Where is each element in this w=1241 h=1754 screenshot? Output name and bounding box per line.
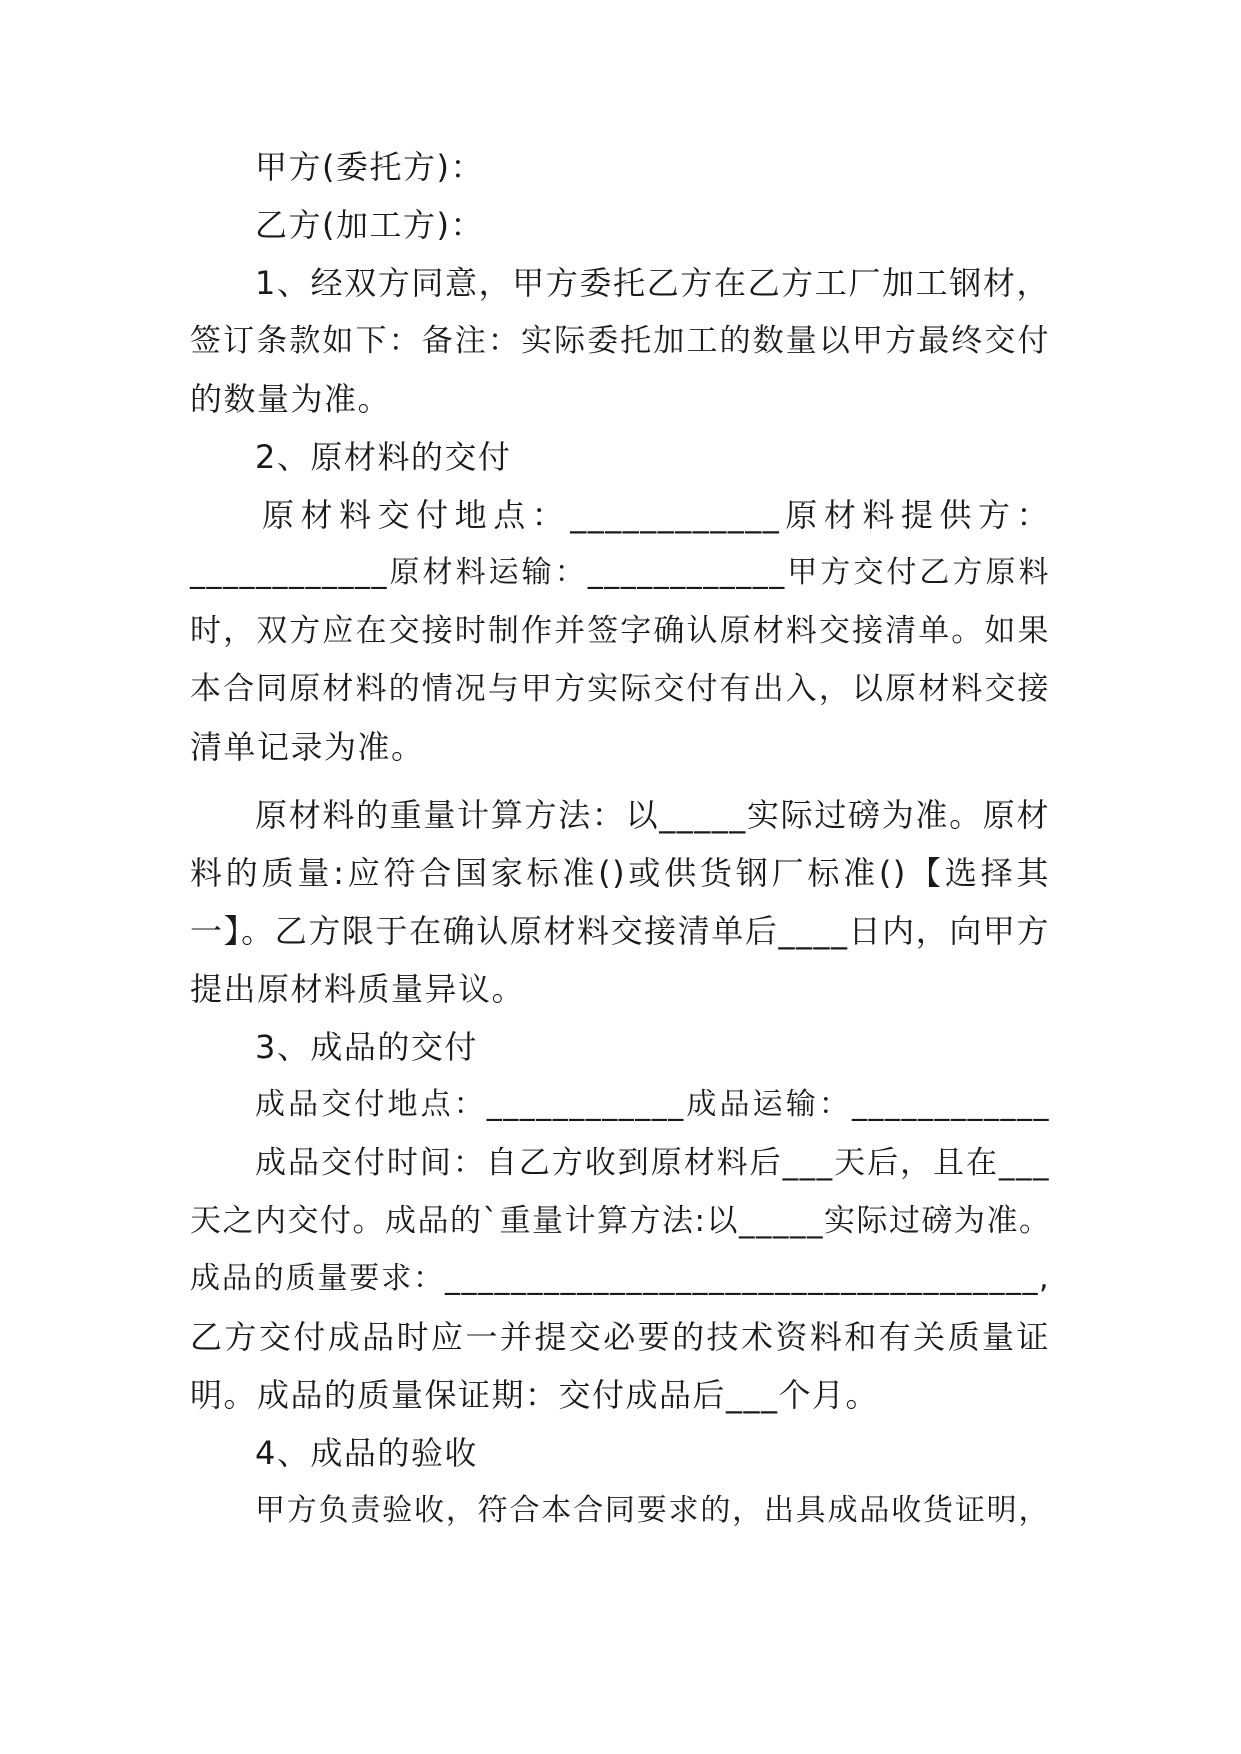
material-delivery-line-4: 本合同原材料的情况与甲方实际交付有出入，以原材料交接	[190, 671, 1050, 707]
clause-1-line-3: 的数量为准。	[190, 380, 392, 418]
product-quality-line-1: 成品的质量要求：____________________________________,	[190, 1261, 1050, 1296]
product-quality-line-2: 乙方交付成品时应一并提交必要的技术资料和有关质量证	[190, 1318, 1050, 1356]
material-delivery-line-2: ____________原材料运输：____________甲方交付乙方原料	[190, 555, 1050, 590]
section-2-heading: 2、原材料的交付	[255, 438, 512, 476]
material-weight-line-4: 提出原材料质量异议。	[190, 970, 526, 1008]
party-a-line: 甲方(委托方)：	[255, 148, 484, 186]
section-4-heading: 4、成品的验收	[255, 1434, 478, 1472]
material-weight-line-3: 一】。乙方限于在确认原材料交接清单后____日内，向甲方	[190, 912, 1050, 950]
material-weight-line-2: 料的质量:应符合国家标准()或供货钢厂标准()【选择其	[190, 854, 1050, 892]
product-delivery-place-line: 成品交付地点：____________成品运输：____________	[255, 1087, 1050, 1122]
material-delivery-line-3: 时，双方应在交接时制作并签字确认原材料交接清单。如果	[190, 613, 1050, 649]
clause-1-line-2: 签订条款如下：备注：实际委托加工的数量以甲方最终交付	[190, 323, 1050, 359]
clause-1-line-1: 1、经双方同意，甲方委托乙方在乙方工厂加工钢材，	[255, 264, 1050, 302]
product-quality-line-3: 明。成品的质量保证期：交付成品后___个月。	[190, 1376, 880, 1414]
product-delivery-time-line-1: 成品交付时间：自乙方收到原材料后___天后，且在___	[255, 1145, 1050, 1181]
acceptance-line-1: 甲方负责验收，符合本合同要求的，出具成品收货证明，	[255, 1493, 1050, 1528]
section-3-heading: 3、成品的交付	[255, 1028, 478, 1066]
product-delivery-time-line-2: 天之内交付。成品的`重量计算方法:以_____实际过磅为准。	[190, 1203, 1052, 1239]
material-delivery-line-1: 原材料交付地点：____________原材料提供方：	[262, 496, 1050, 534]
material-delivery-line-5: 清单记录为准。	[190, 728, 425, 766]
material-weight-line-1: 原材料的重量计算方法：以_____实际过磅为准。原材	[255, 796, 1050, 834]
party-b-line: 乙方(加工方)：	[255, 206, 484, 244]
